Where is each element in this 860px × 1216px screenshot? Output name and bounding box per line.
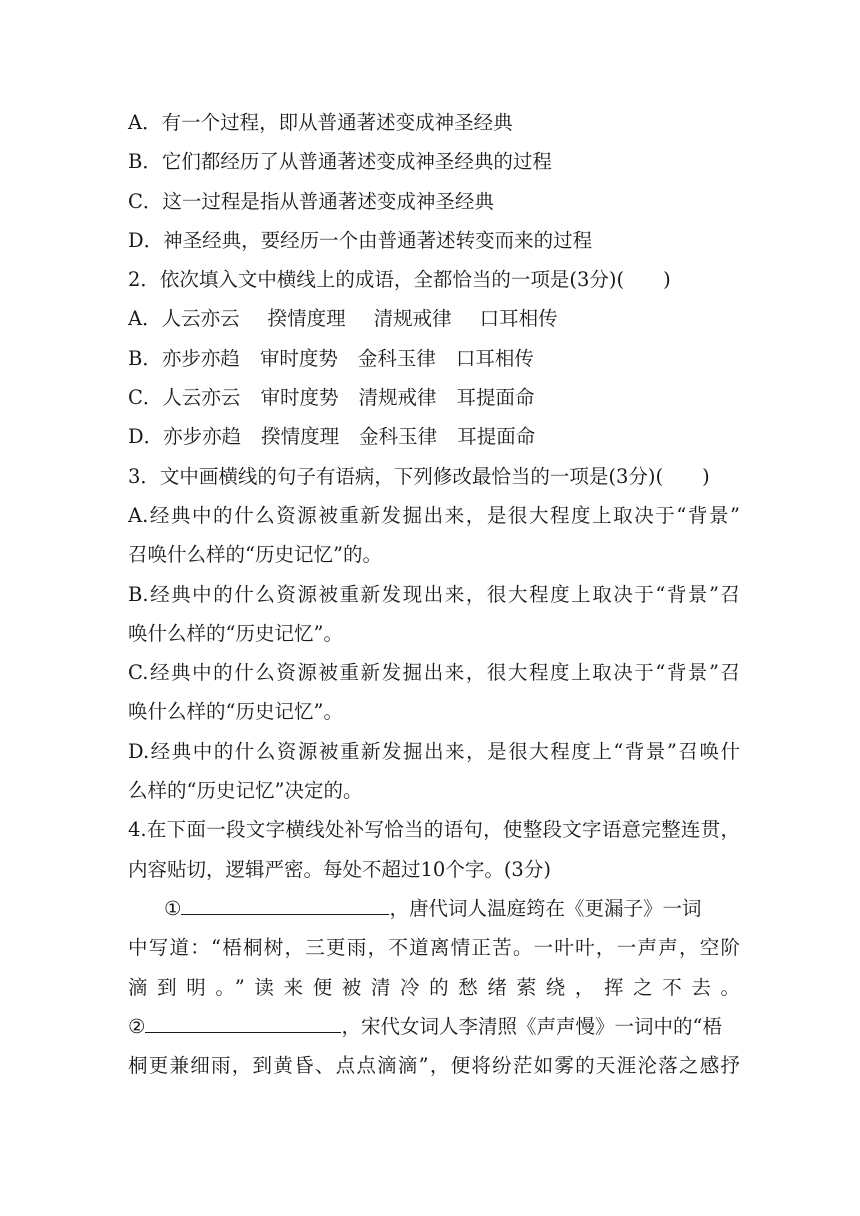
q1-option-b: B．它们都经历了从普通著述变成神圣经典的过程 bbox=[128, 150, 552, 174]
idiom: 金科玉律 bbox=[357, 346, 436, 370]
idiom: 亦步亦趋 bbox=[163, 425, 242, 449]
q3-option-c-line1: C.经典中的什么资源被重新发掘出来，很大程度上取决于“背景”召 bbox=[128, 661, 740, 685]
q2-option-b bbox=[128, 339, 740, 378]
q4-stem-line1: 4.在下面一段文字横线处补写恰当的语句，使整段文字语意完整连贯， bbox=[128, 818, 740, 842]
q2-stem: 2．依次填入文中横线上的成语，全都恰当的一项是(3分)( ) bbox=[128, 268, 671, 292]
q1-option-c: C．这一过程是指从普通著述变成神圣经典 bbox=[128, 189, 494, 213]
idiom: 清规戒律 bbox=[373, 307, 452, 331]
passage-text: ，唐代词人温庭筠在《更漏子》一词 bbox=[389, 896, 702, 920]
idiom: 揆情度理 bbox=[261, 425, 340, 449]
idiom: 口耳相传 bbox=[479, 307, 558, 331]
blank-marker-2: ② bbox=[128, 1014, 146, 1038]
q2-option-d bbox=[128, 417, 740, 456]
idiom: 人云亦云 bbox=[161, 307, 240, 331]
q3-option-d-line2: 么样的“历史记忆”决定的。 bbox=[128, 779, 363, 803]
q3-option-a-line2: 召唤什么样的“历史记忆”的。 bbox=[128, 543, 382, 567]
idiom: 人云亦云 bbox=[162, 386, 241, 410]
idiom: 亦步亦趋 bbox=[161, 346, 240, 370]
document-page bbox=[128, 103, 740, 1085]
q3-option-d-line1: D.经典中的什么资源被重新发掘出来，是很大程度上“背景”召唤什 bbox=[128, 739, 740, 763]
idiom: 耳提面命 bbox=[456, 386, 535, 410]
idiom: 揆情度理 bbox=[267, 307, 346, 331]
q4-passage-line5: 桐更兼细雨，到黄昏、点点滴滴”，便将纷茫如雾的天涯沦落之感抒 bbox=[128, 1054, 740, 1078]
q3-option-b-line2: 唤什么样的“历史记忆”。 bbox=[128, 621, 343, 645]
option-label: A． bbox=[128, 307, 162, 331]
q2-option-a bbox=[128, 299, 740, 338]
q4-stem-line2: 内容贴切，逻辑严密。每处不超过10个字。(3分) bbox=[128, 857, 551, 881]
idiom: 口耳相传 bbox=[455, 346, 534, 370]
passage-text: ，宋代女词人李清照《声声慢》一词中的“梧 bbox=[341, 1014, 722, 1038]
q3-option-b-line1: B.经典中的什么资源被重新发现出来，很大程度上取决于“背景”召 bbox=[128, 582, 740, 606]
idiom: 审时度势 bbox=[260, 386, 339, 410]
q4-passage-line4 bbox=[128, 1007, 740, 1046]
q3-option-c-line2: 唤什么样的“历史记忆”。 bbox=[128, 700, 343, 724]
q2-option-c bbox=[128, 378, 740, 417]
blank-marker-1: ① bbox=[164, 896, 182, 920]
q4-passage-line2: 中写道：“梧桐树，三更雨，不道离情正苦。一叶叶，一声声，空阶 bbox=[128, 936, 740, 960]
idiom: 金科玉律 bbox=[359, 425, 438, 449]
q4-passage-line1 bbox=[128, 889, 740, 928]
q1-option-a: A．有一个过程，即从普通著述变成神圣经典 bbox=[128, 111, 513, 134]
q4-passage-line3: 滴到明。”读来便被清冷的愁绪萦绕，挥之不去。 bbox=[128, 975, 740, 999]
q3-option-a-line1: A.经典中的什么资源被重新发掘出来，是很大程度上取决于“背景” bbox=[128, 503, 740, 527]
q1-option-d: D．神圣经典，要经历一个由普通著述转变而来的过程 bbox=[128, 228, 593, 252]
q3-stem: 3．文中画横线的句子有语病，下列修改最恰当的一项是(3分)( ) bbox=[128, 464, 710, 488]
fill-in-blank-2[interactable] bbox=[145, 1008, 341, 1033]
idiom: 耳提面命 bbox=[457, 425, 536, 449]
fill-in-blank-1[interactable] bbox=[181, 890, 389, 915]
option-label: C． bbox=[128, 386, 163, 410]
idiom: 清规戒律 bbox=[358, 386, 437, 410]
idiom: 审时度势 bbox=[259, 346, 338, 370]
option-label: D． bbox=[128, 425, 164, 449]
option-label: B． bbox=[128, 346, 162, 370]
